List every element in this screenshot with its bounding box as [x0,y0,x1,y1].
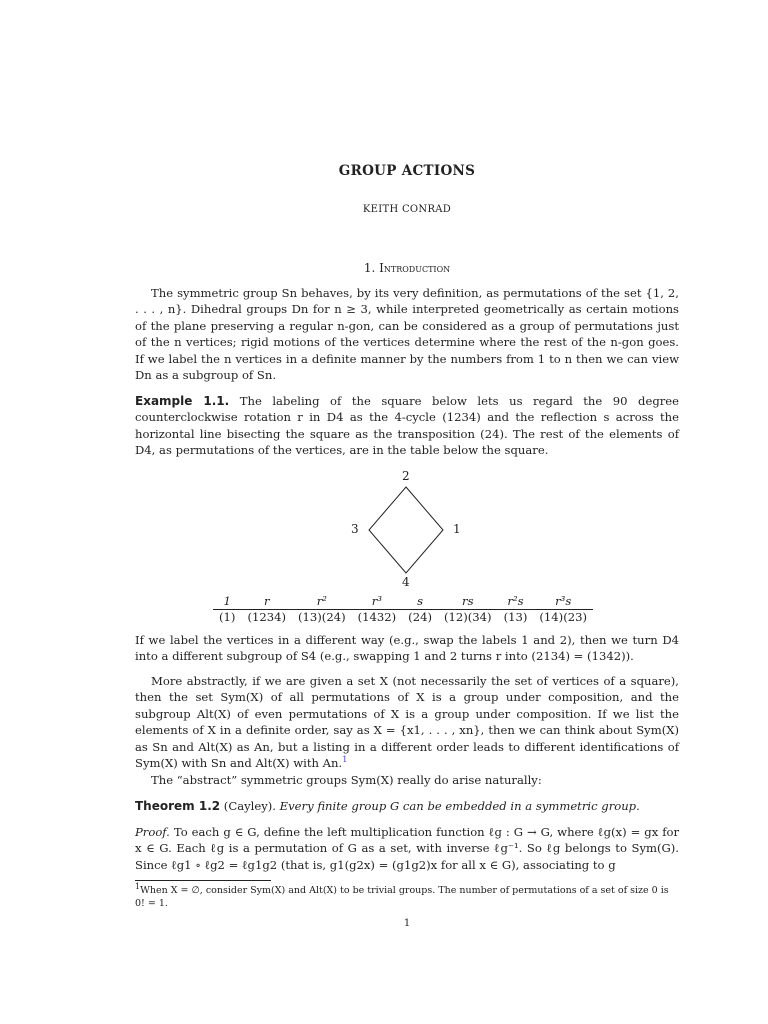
table-cell: (12)(34) [438,610,498,626]
proof-paragraph [135,824,679,873]
proof-text: To each g ∈ G, define the left multiplication function ℓg : G → G, where ℓg(x) = gx for x ∈ G. Each ℓg is a permutation of G as a set, with inverse ℓg⁻¹. So ℓg belongs to Sym(G). Since ℓg1 ∘ ℓg2 = ℓg1g2 (that is, g1(g2x) = (g1g2)x for all x ∈ G), associating to g [135,825,680,872]
vertex-label-4: 4 [402,575,410,589]
table-cell: (1432) [352,610,403,626]
author-name: KEITH CONRAD [362,204,452,215]
example-label: Example 1.1. [135,394,230,408]
table-cell: r² [316,594,327,608]
table-cell: (1234) [241,610,292,626]
table-cell: (1) [213,610,241,626]
footnote-marker-link[interactable]: 1 [342,755,348,765]
vertex-label-3: 3 [351,522,359,536]
footnote [135,881,679,910]
section-number: 1. [363,261,376,275]
theorem-paragraph [135,798,679,814]
paper-title: GROUP ACTIONS [338,163,476,179]
abstract-text: More abstractly, if we are given a set X (not necessarily the set of vertices of a square), then the set Sym(X) of all permutations of X is a group under composition, and the subgroup Alt(X) of even permutations of X is a group under composition. If we list the elements of X in a definite order, say as X = {x1, . . . , xn}, then we can think about Sym(X) as Sn and Alt(X) as An, but a listing in a different order leads to different identifications of Sym(X) with Sn and Alt(X) with An. [135,674,679,771]
table-cell: 1 [223,594,231,608]
theorem-statement: Every finite group G can be embedded in a symmetric group. [279,799,640,813]
square-diagram [135,0,679,600]
table-cell: r²s [507,594,524,608]
footnote-rule [135,880,271,881]
section-title: Introduction [379,261,451,275]
theorem-label: Theorem 1.2 [135,799,221,813]
example-text: The labeling of the square below lets us regard the 90 degree counterclockwise rotation r in D4 as the 4-cycle (1234) and the reflection s across the horizontal line bisecting the square as the transposition (24). The rest of the elements of D4, as permutations of the vertices, are in the table below the square. [135,394,680,458]
vertex-label-1: 1 [453,522,461,536]
table-cell: r³s [555,594,572,608]
vertex-label-2: 2 [402,469,410,483]
table-cell: (13)(24) [292,610,352,626]
table-cell: (13) [498,610,534,626]
table-cell: (14)(23) [533,610,593,626]
footnote-text: When X = ∅, consider Sym(X) and Alt(X) to be trivial groups. The number of permutations of a set of size 0 is 0! = 1. [135,885,669,909]
footnote-number: 1 [135,881,141,891]
table-cell: r³ [371,594,382,608]
page-number: 1 [403,918,411,929]
table-cell: (24) [402,610,438,626]
table-row-cycles [213,610,593,626]
table-row-elements [213,594,593,610]
table-cell: rs [462,594,474,608]
permutation-table [213,594,593,625]
proof-label: Proof. [135,825,170,839]
square-shape [369,487,443,573]
abstract-paragraph [135,673,679,771]
table-cell: r [263,594,270,608]
theorem-attribution: (Cayley). [223,799,276,813]
after-table-paragraph: If we label the vertices in a different way (e.g., swap the labels 1 and 2), then we turn D4 into a different subgroup of S4 (e.g., swapping 1 and 2 turns r into (2134) = (1342)). [135,633,679,664]
intro-paragraph: The symmetric group Sn behaves, by its very definition, as permutations of the set {1, 2, . . . , n}. Dihedral groups Dn for n ≥ 3, while interpreted geometrically as certain motions of the plane preserving a regular n-gon, can be considered as a group of permutations just of the n vertices; rigid motions of the vertices determine where the rest of the n-gon goes. If we label the n vertices in a definite manner by the numbers from 1 to n then we can view Dn as a subgroup of Sn. [135,286,679,383]
abstract-line: The “abstract” symmetric groups Sym(X) really do arise naturally: [151,773,542,787]
table-cell: s [417,594,424,608]
